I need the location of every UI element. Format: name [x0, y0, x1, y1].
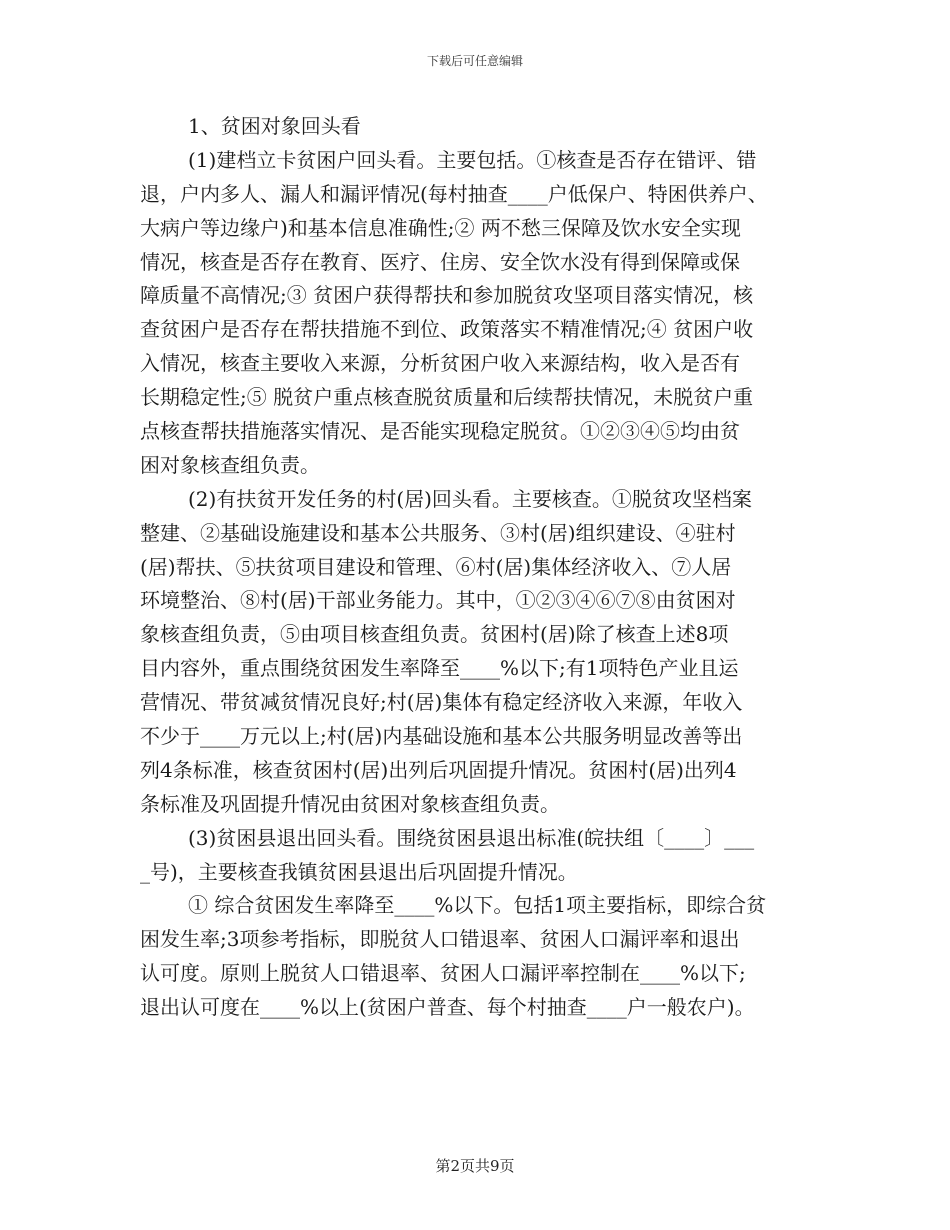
- text-line: (3)贫困县退出回头看。围绕贫困县退出标准(皖扶组〔____〕___: [188, 825, 755, 850]
- document-body: [140, 110, 816, 1025]
- text-line: 营情况、带贫减贫情况良好;村(居)集体有稳定经济收入来源，年收入: [140, 690, 743, 715]
- text-line: _号)，主要核查我镇贫困县退出后巩固提升情况。: [140, 859, 578, 884]
- text-line: (1)建档立卡贫困户回头看。主要包括。①核查是否存在错评、错: [188, 147, 757, 172]
- text-line: 不少于____万元以上;村(居)内基础设施和基本公共服务明显改善等出: [140, 724, 743, 749]
- section-heading: 1、贫困对象回头看: [188, 114, 361, 138]
- text-line: 情况，核查是否存在教育、医疗、住房、安全饮水没有得到保障或保: [140, 249, 740, 274]
- text-line: 环境整治、⑧村(居)干部业务能力。其中，①②③④⑥⑦⑧由贫困对: [140, 588, 736, 613]
- text-line: 整建、②基础设施建设和基本公共服务、③村(居)组织建设、④驻村: [140, 520, 736, 545]
- text-line: 障质量不高情况;③ 贫困户获得帮扶和参加脱贫攻坚项目落实情况，核: [140, 283, 754, 308]
- text-line: (居)帮扶、⑤扶贫项目建设和管理、⑥村(居)集体经济收入、⑦人居: [140, 554, 732, 579]
- text-line: 点核查帮扶措施落实情况、是否能实现稳定脱贫。①②③④⑤均由贫: [140, 419, 740, 444]
- text-line: 查贫困户是否存在帮扶措施不到位、政策落实不精准情况;④ 贫困户收: [140, 317, 754, 342]
- text-line: 列4条标准，核查贫困村(居)出列后巩固提升情况。贫困村(居)出列4: [140, 757, 737, 782]
- text-line: 条标准及巩固提升情况由贫困对象核查组负责。: [140, 791, 560, 816]
- text-line: 退，户内多人、漏人和漏评情况(每村抽查____户低保户、特困供养户、: [140, 181, 768, 206]
- text-line: (2)有扶贫开发任务的村(居)回头看。主要核查。①脱贫攻坚档案: [188, 486, 752, 511]
- page-header: 下载后可任意编辑: [426, 54, 523, 68]
- text-line: 目内容外，重点围绕贫困发生率降至____%以下;有1项特色产业且运: [140, 656, 739, 681]
- text-line: 长期稳定性;⑤ 脱贫户重点核查脱贫质量和后续帮扶情况，未脱贫户重: [140, 385, 754, 410]
- text-line: 大病户等边缘户)和基本信息准确性;② 两不愁三保障及饮水安全实现: [140, 215, 741, 240]
- text-line: 困发生率;3项参考指标，即脱贫人口错退率、贫困人口漏评率和退出: [140, 927, 740, 952]
- text-line: ① 综合贫困发生率降至____%以下。包括1项主要指标，即综合贫: [188, 893, 767, 918]
- text-line: 困对象核查组负责。: [140, 452, 320, 477]
- text-line: 退出认可度在____%以上(贫困户普查、每个村抽查____户一般农户)。: [140, 995, 755, 1020]
- text-line: 认可度。原则上脱贫人口错退率、贫困人口漏评率控制在____%以下;: [140, 961, 746, 986]
- page-footer: 第2页共9页: [435, 1157, 515, 1175]
- text-line: 象核查组负责，⑤由项目核查组负责。贫困村(居)除了核查上述8项: [140, 622, 729, 647]
- text-line: 入情况，核查主要收入来源，分析贫困户收入来源结构，收入是否有: [140, 351, 740, 376]
